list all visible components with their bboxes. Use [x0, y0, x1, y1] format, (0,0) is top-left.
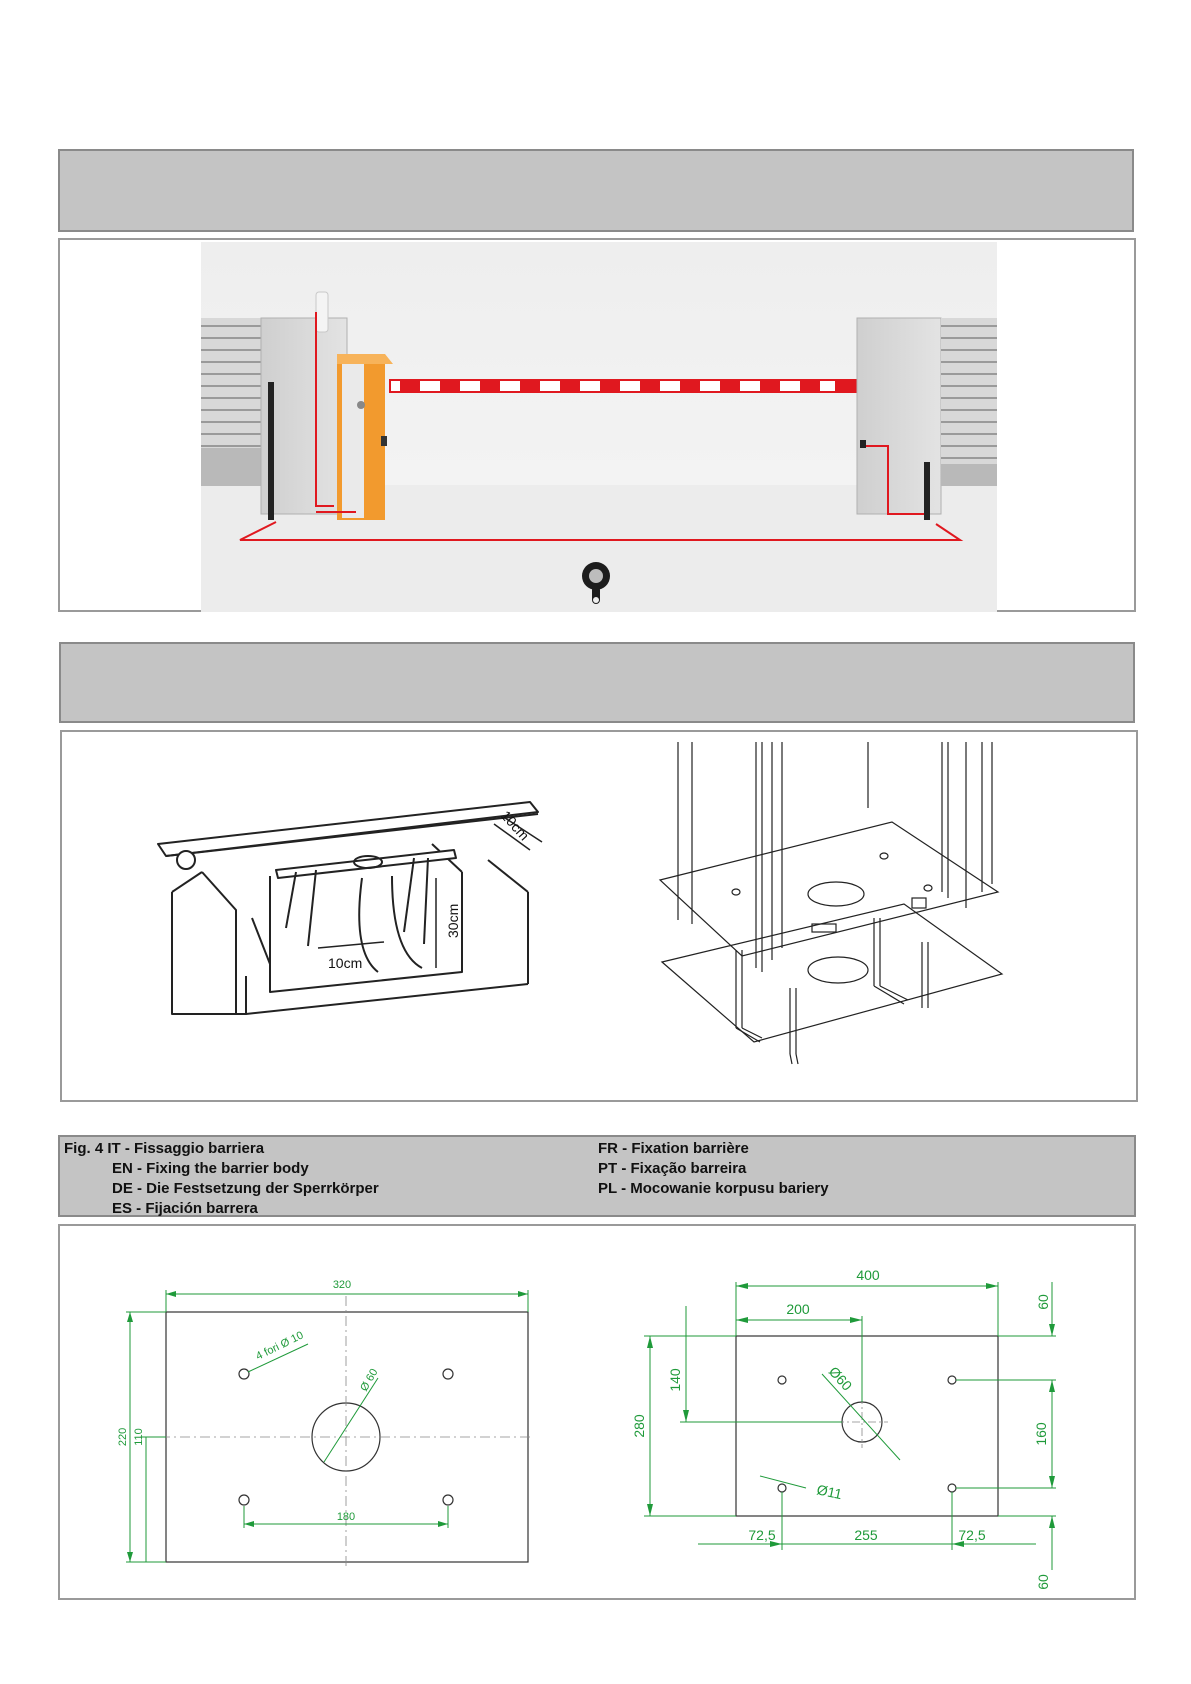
plate-a-center-hole: Ø 60	[358, 1366, 381, 1394]
base-frame-drawing	[642, 742, 1022, 1100]
caption-en: EN - Fixing the barrier body	[112, 1160, 309, 1177]
plate-a-width: 320	[332, 1279, 352, 1291]
barrier-arm	[390, 380, 856, 392]
plate-a-hole-spacing: 180	[336, 1511, 356, 1523]
foundation-drawing	[62, 732, 602, 1102]
caption-right-column	[598, 1139, 829, 1199]
bottom-offset-label: 10cm	[328, 955, 363, 971]
plate-b-half-width: 200	[786, 1301, 810, 1317]
figure-number: Fig. 4	[64, 1140, 104, 1157]
photocell-left	[268, 382, 274, 520]
installation-illustration	[60, 240, 1138, 614]
plate-drawing-b	[580, 1226, 1136, 1602]
photocell-right	[924, 462, 930, 520]
left-fence	[201, 318, 261, 486]
section-header-2	[59, 642, 1135, 723]
plate-b-width: 400	[856, 1267, 880, 1283]
side-offset-label: 10cm	[497, 807, 533, 844]
installation-figure-frame	[58, 238, 1136, 612]
plate-a-holes-label: 4 fori Ø 10	[254, 1329, 306, 1363]
caption-left-column	[64, 1139, 379, 1219]
plate-a-half-height: 110	[133, 1428, 145, 1446]
plate-a-height: 220	[117, 1427, 129, 1447]
caption-es: ES - Fijación barrera	[112, 1200, 258, 1217]
plate-b-height: 280	[631, 1414, 647, 1438]
caption-de: DE - Die Festsetzung der Sperrkörper	[112, 1180, 379, 1197]
plate-drawings-frame	[58, 1224, 1136, 1600]
foundation-figure-frame	[60, 730, 1138, 1102]
plate-drawing-a	[60, 1226, 580, 1602]
caption-it: IT - Fissaggio barriera	[107, 1140, 265, 1157]
plate-b-hole-offset: 140	[667, 1368, 683, 1392]
depth-label: 30cm	[445, 903, 461, 938]
caption-fr: FR - Fixation barrière	[598, 1140, 749, 1157]
plate-b-left-offset: 72,5	[748, 1527, 776, 1543]
flashing-light	[316, 292, 328, 332]
plate-b-hole-spacing: 255	[854, 1527, 878, 1543]
caption-pl: PL - Mocowanie korpusu bariery	[598, 1180, 829, 1197]
section-header-1	[58, 149, 1134, 232]
plate-b-center-hole: Ø60	[825, 1363, 856, 1394]
plate-b-margin-top: 60	[1035, 1294, 1051, 1310]
caption-pt: PT - Fixação barreira	[598, 1160, 747, 1177]
right-fence	[941, 318, 997, 486]
plate-b-small-hole: Ø11	[815, 1481, 844, 1503]
figure-4-caption	[58, 1135, 1136, 1217]
barrier-cabinet	[337, 354, 393, 520]
plate-b-right-offset: 72,5	[958, 1527, 986, 1543]
plate-b-hole-vertical-spacing: 160	[1033, 1422, 1049, 1446]
plate-b-margin-bottom: 60	[1035, 1574, 1051, 1590]
